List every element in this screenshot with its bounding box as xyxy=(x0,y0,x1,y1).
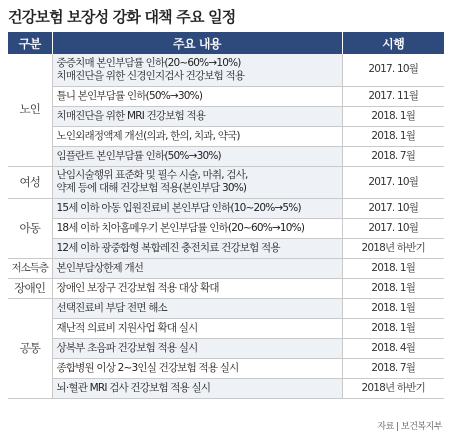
table-row xyxy=(8,106,444,126)
source-credit: 자료 | 보건복지부 xyxy=(377,422,442,432)
row-date: 2018년 하반기 xyxy=(342,378,444,398)
row-date: 2017. 10월 xyxy=(342,54,444,86)
table-row xyxy=(8,86,444,106)
row-content: 뇌·혈관 MRI 검사 건강보험 적용 실시 xyxy=(52,378,342,398)
row-date: 2017. 11월 xyxy=(342,86,444,106)
group-disabled: 장애인 xyxy=(8,278,52,298)
row-date: 2017. 10월 xyxy=(342,198,444,218)
group-children: 아동 xyxy=(8,198,52,258)
group-common: 공통 xyxy=(8,298,52,398)
table-header-row xyxy=(8,32,444,54)
header-group: 구분 xyxy=(8,32,52,54)
group-elderly: 노인 xyxy=(8,54,52,166)
row-content: 선택진료비 부담 전면 해소 xyxy=(52,298,342,318)
row-date: 2018. 1월 xyxy=(342,258,444,278)
header-content: 주요 내용 xyxy=(52,32,342,54)
row-content-line: 치매진단을 위한 신경인지검사 건강보험 적용 xyxy=(56,69,245,82)
table-row xyxy=(8,278,444,298)
row-date: 2018년 하반기 xyxy=(342,238,444,258)
row-content xyxy=(52,54,342,86)
table-row xyxy=(8,146,444,166)
table-row xyxy=(8,198,444,218)
page-title: 건강보험 보장성 강화 대책 주요 일정 xyxy=(8,8,236,26)
table-row xyxy=(8,166,444,198)
row-content: 재난적 의료비 지원사업 확대 실시 xyxy=(52,318,342,338)
row-content xyxy=(52,166,342,198)
table-row xyxy=(8,238,444,258)
row-date: 2018. 1월 xyxy=(342,106,444,126)
row-date: 2018. 7월 xyxy=(342,146,444,166)
table-row xyxy=(8,378,444,398)
row-date: 2018. 1월 xyxy=(342,298,444,318)
header-date: 시행 xyxy=(342,32,444,54)
table-row xyxy=(8,298,444,318)
group-low-income: 저소득층 xyxy=(8,258,52,278)
group-women: 여성 xyxy=(8,166,52,198)
table-row xyxy=(8,318,444,338)
row-content: 노인외래정액제 개선(의과, 한의, 치과, 약국) xyxy=(52,126,342,146)
table-row xyxy=(8,218,444,238)
schedule-table-container xyxy=(8,32,444,399)
row-content: 치매진단을 위한 MRI 건강보험 적용 xyxy=(52,106,342,126)
row-content: 18세 이하 치아홈메우기 본인부담률 인하(20~60%→10%) xyxy=(52,218,342,238)
row-content-line: 난임시술행위 표준화 및 필수 시술, 마취, 검사, xyxy=(56,169,248,181)
row-date: 2018. 7월 xyxy=(342,358,444,378)
row-date: 2018. 1월 xyxy=(342,278,444,298)
row-date: 2017. 10월 xyxy=(342,166,444,198)
row-content: 15세 이하 아동 입원진료비 본인부담 인하(10~20%→5%) xyxy=(52,198,342,218)
row-content: 틀니 본인부담률 인하(50%→30%) xyxy=(52,86,342,106)
table-row xyxy=(8,358,444,378)
row-date: 2017. 10월 xyxy=(342,218,444,238)
row-content: 임플란트 본인부담률 인하(50%→30%) xyxy=(52,146,342,166)
table-row xyxy=(8,126,444,146)
row-date: 2018. 1월 xyxy=(342,126,444,146)
row-content-line: 중증치매 본인부담률 인하(20~60%→10%) xyxy=(56,56,241,69)
row-date: 2018. 1월 xyxy=(342,318,444,338)
table-row xyxy=(8,258,444,278)
schedule-table xyxy=(8,32,444,399)
row-content-line: 약제 등에 대해 건강보험 적용(본인부담 30%) xyxy=(56,182,247,194)
table-row xyxy=(8,338,444,358)
row-content: 종합병원 이상 2~3인실 건강보험 적용 실시 xyxy=(52,358,342,378)
row-content: 상복부 초음파 건강보험 적용 실시 xyxy=(52,338,342,358)
row-content: 12세 이하 광중합형 복합레진 충전치료 건강보험 적용 xyxy=(52,238,342,258)
table-row xyxy=(8,54,444,86)
row-content: 본인부담상한제 개선 xyxy=(52,258,342,278)
row-date: 2018. 4월 xyxy=(342,338,444,358)
row-content: 장애인 보장구 건강보험 적용 대상 확대 xyxy=(52,278,342,298)
